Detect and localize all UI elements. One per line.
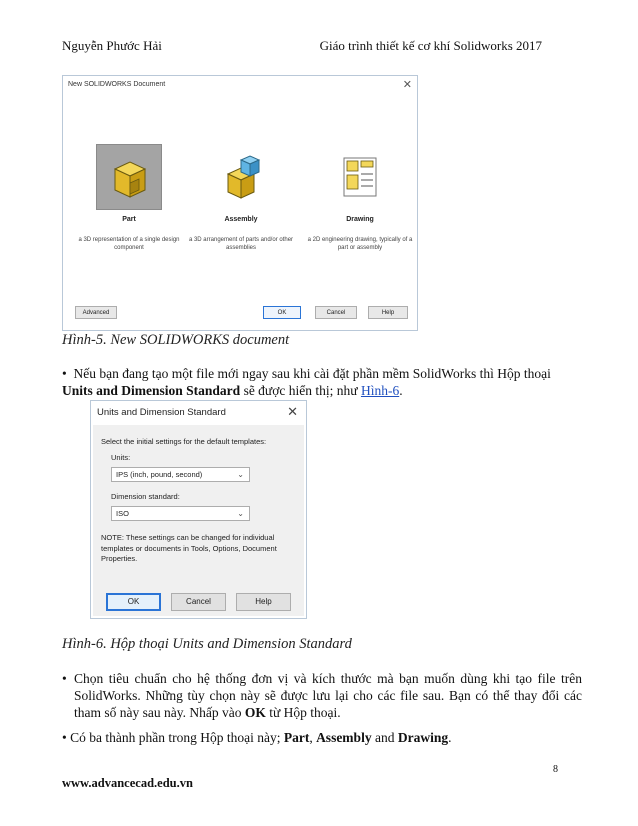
units-value: IPS (inch, pound, second) (116, 470, 203, 479)
part-description: a 3D representation of a single design component (78, 237, 180, 251)
advanced-button[interactable]: Advanced (75, 306, 117, 319)
assembly-bold: Assembly (316, 730, 372, 745)
bullet: • (62, 730, 67, 745)
part-tile[interactable] (96, 144, 162, 210)
note-text: NOTE: These settings can be changed for individual templates or documents in Tools, Options, Document Properties. (101, 533, 277, 563)
new-document-dialog (62, 75, 418, 331)
ok-button[interactable]: OK (106, 593, 161, 611)
assembly-tile[interactable] (208, 144, 274, 210)
chevron-down-icon: ⌄ (237, 470, 244, 479)
figure-6-caption: Hình-6. Hộp thoại Units and Dimension Standard (62, 636, 352, 652)
drawing-label: Drawing (346, 216, 374, 223)
bullet: • (62, 671, 67, 686)
help-button[interactable]: Help (236, 593, 291, 611)
header-author: Nguyễn Phước Hải (62, 38, 162, 53)
chevron-down-icon: ⌄ (237, 509, 244, 518)
assembly-icon (208, 144, 274, 210)
dialog-name-bold: Units and Dimension Standard (62, 383, 241, 398)
figure-6-link[interactable]: Hình-6 (360, 383, 400, 398)
help-button[interactable]: Help (368, 306, 408, 319)
ok-bold: OK (244, 705, 266, 720)
bullet-components (62, 729, 582, 746)
comma: , (309, 730, 313, 745)
ok-button[interactable]: OK (263, 306, 301, 319)
bullet-1-end: từ Hộp thoại. (269, 705, 341, 720)
bullet-2-text: Có ba thành phần trong Hộp thoại này; (70, 730, 281, 745)
cancel-button[interactable]: Cancel (171, 593, 226, 611)
header-book-title: Giáo trình thiết kế cơ khí Solidworks 2017 (319, 38, 542, 53)
page-number: 8 (553, 764, 558, 775)
close-icon[interactable]: ✕ (402, 79, 412, 91)
drawing-icon (327, 144, 393, 210)
paragraph-text-2: sẽ được hiển thị; như (243, 383, 358, 398)
bullet: • (62, 366, 67, 381)
intro-label: Select the initial settings for the default templates: (101, 437, 267, 446)
footer-website: www.advancecad.edu.vn (62, 776, 193, 790)
bullet-text (74, 670, 582, 721)
part-bold: Part (283, 730, 310, 745)
drawing-tile[interactable] (327, 144, 393, 210)
units-select[interactable] (111, 467, 250, 482)
part-label: Part (122, 216, 136, 223)
part-icon (97, 145, 163, 211)
drawing-bold: Drawing (397, 730, 449, 745)
dialog-body (93, 425, 304, 616)
dialog-title: Units and Dimension Standard (97, 407, 226, 418)
and-word: and (374, 730, 395, 745)
dialog-title: New SOLIDWORKS Document (68, 81, 166, 88)
close-icon[interactable]: ✕ (287, 404, 298, 419)
period: . (448, 730, 452, 745)
bullet-1-text: Chọn tiêu chuẩn cho hệ thống đơn vị và kích thước mà bạn muốn dùng khi tạo file trên SolidWorks. Những tùy chọn này sẽ được lưu lại cho các file sau. Bạn có thể thay đổi các tham số này sau này. Nhấp vào (74, 671, 582, 720)
dimension-standard-value: ISO (116, 509, 129, 518)
assembly-description: a 3D arrangement of parts and/or other assemblies (188, 237, 294, 251)
units-label: Units: (111, 453, 131, 462)
paragraph-units-intro (62, 365, 582, 399)
drawing-description: a 2D engineering drawing, typically of a part or assembly (307, 237, 413, 251)
dimension-standard-select[interactable] (111, 506, 250, 521)
period: . (399, 383, 403, 398)
units-dimension-dialog (90, 400, 307, 619)
paragraph-text: Nếu bạn đang tạo một file mới ngay sau khi cài đặt phần mềm SolidWorks thì Hộp thoại (73, 366, 551, 381)
assembly-label: Assembly (224, 216, 258, 223)
bullet-units-explanation (62, 670, 582, 721)
dimension-standard-label: Dimension standard: (111, 492, 180, 501)
figure-5-caption: Hình-5. New SOLIDWORKS document (62, 332, 290, 348)
cancel-button[interactable]: Cancel (315, 306, 357, 319)
